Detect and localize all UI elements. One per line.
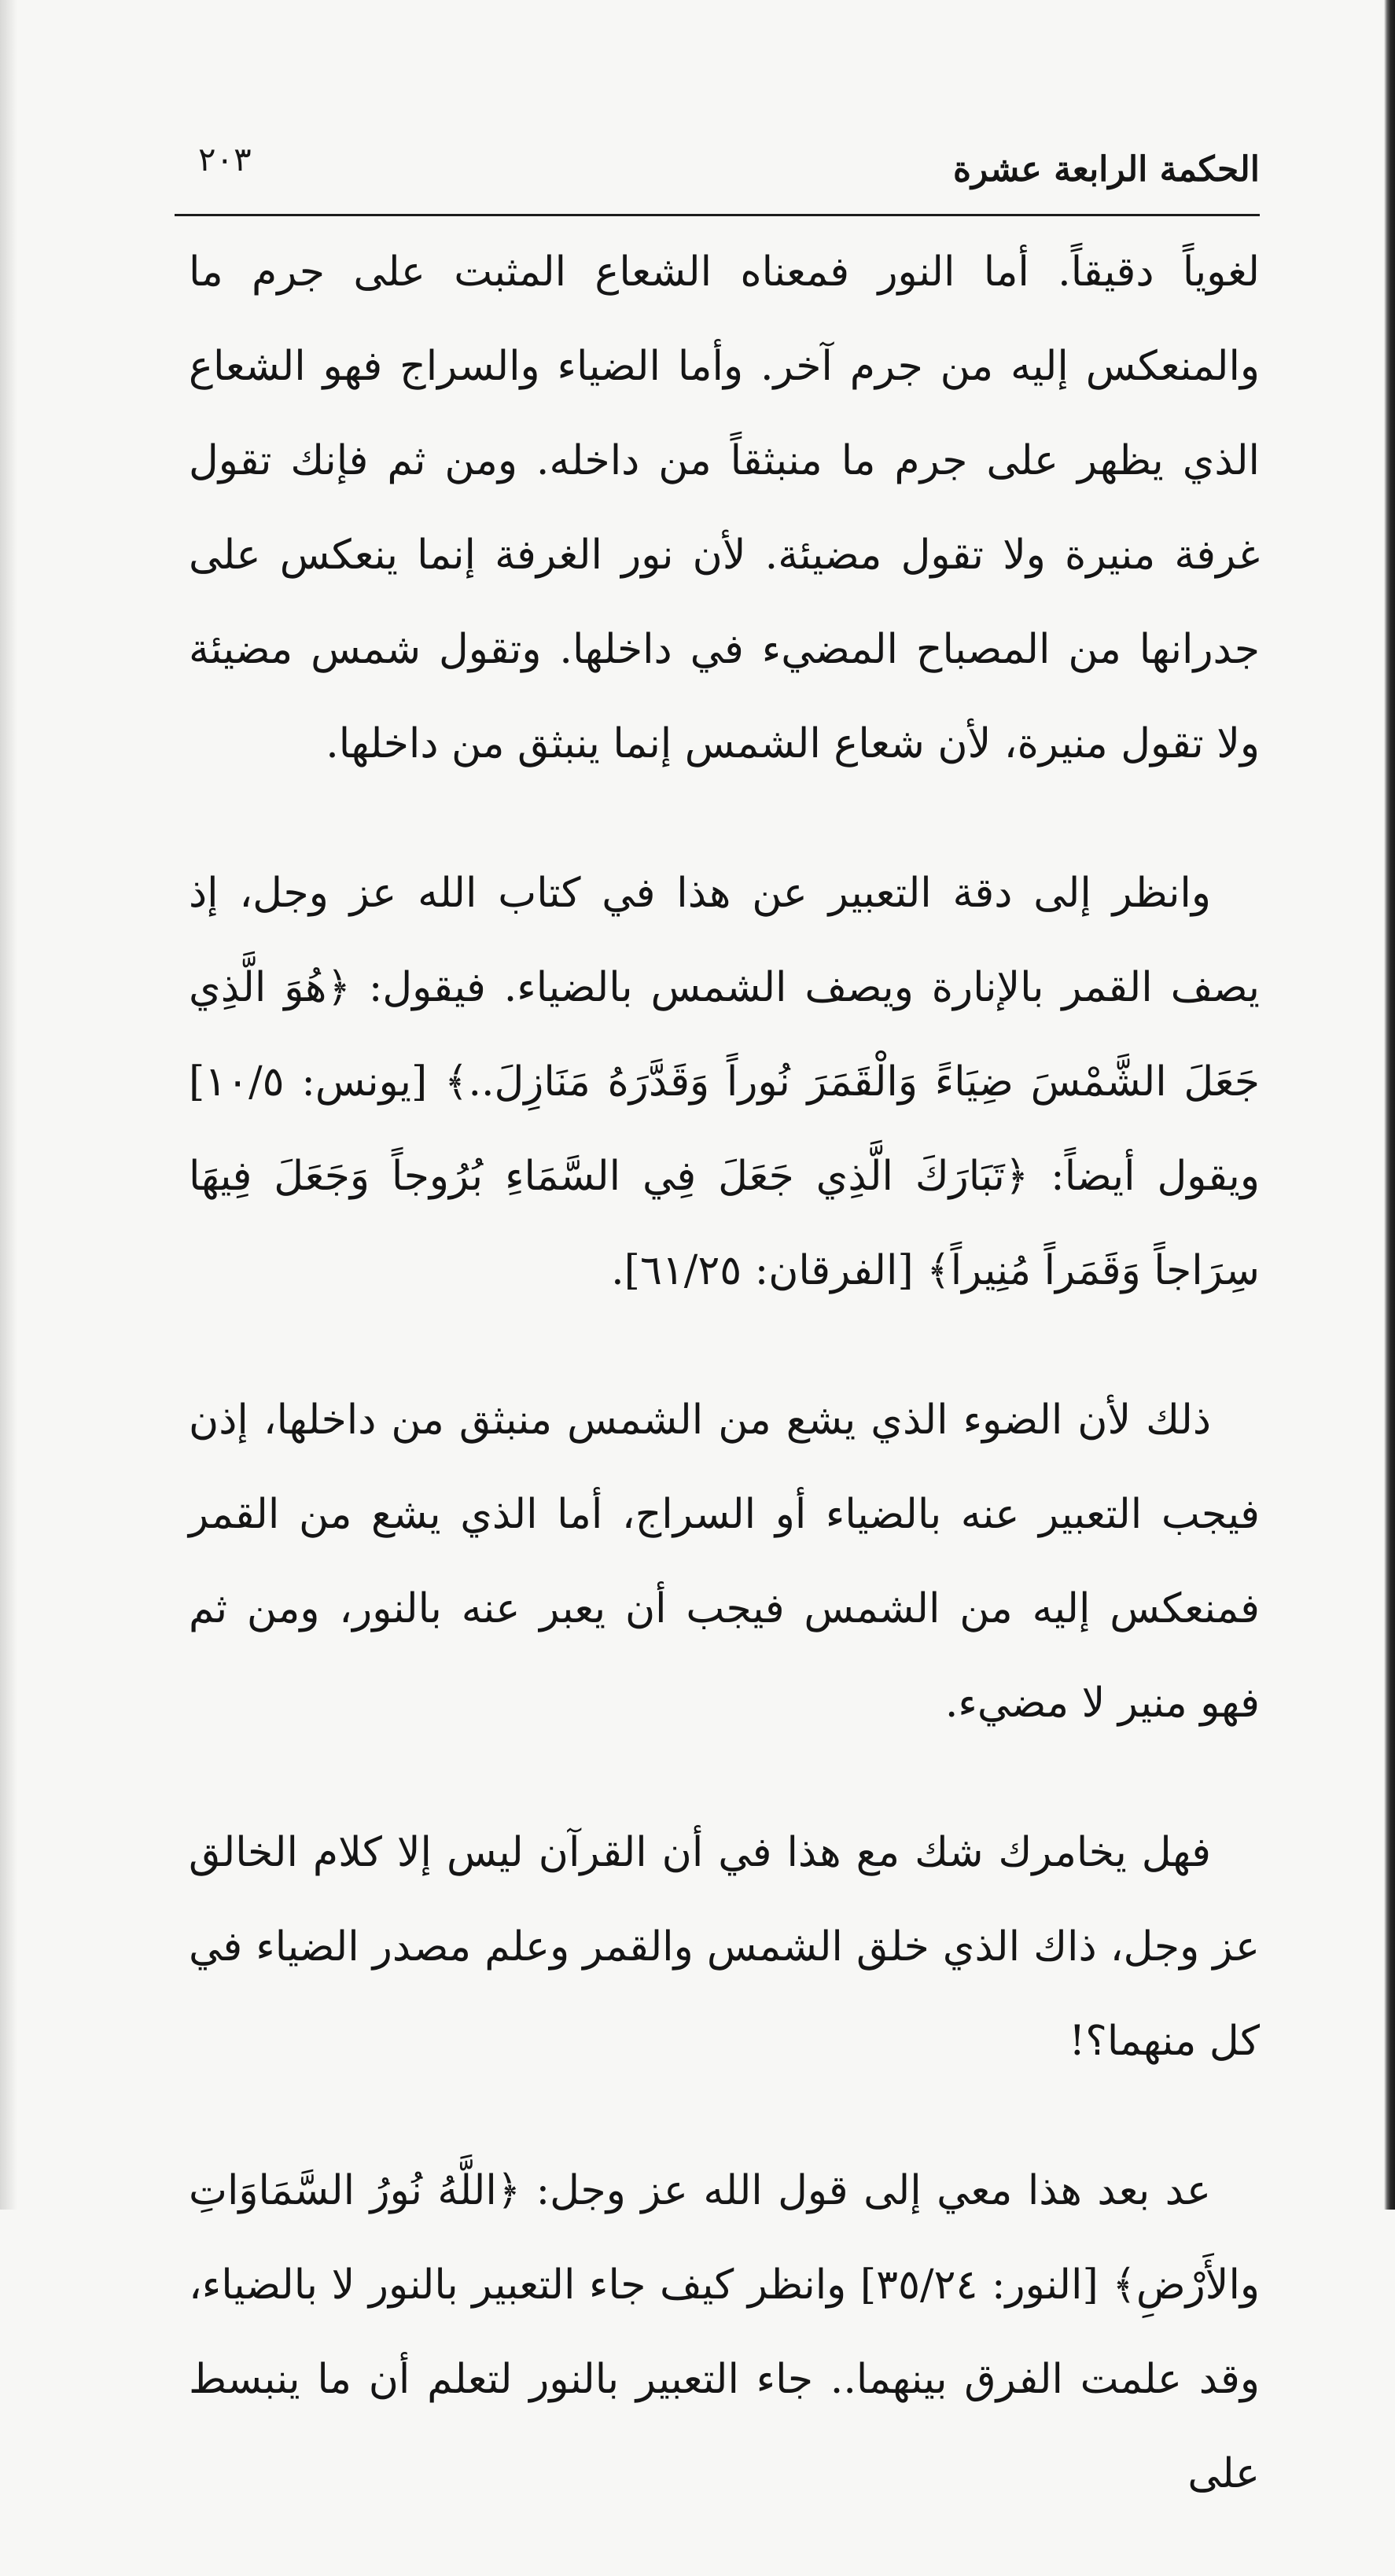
paragraph-1 <box>189 225 1260 791</box>
page-binding-edge <box>1384 0 1395 2210</box>
paragraph-text: فهل يخامرك شك مع هذا في أن القرآن ليس إلا كلام الخالق عز وجل، ذاك الذي خلق الشمس والقمر وعلم مصدر الضياء في كل منهما؟! <box>189 1829 1260 2065</box>
page-number: ٢٠٣ <box>198 140 252 178</box>
running-head <box>175 140 1260 209</box>
body-text <box>189 225 1260 2576</box>
page-shadow-left <box>0 0 17 2210</box>
paragraph-text: لغوياً دقيقاً. أما النور فمعناه الشعاع المثبت على جرم ما والمنعكس إليه من جرم آخر. وأما الضياء والسراج فهو الشعاع الذي يظهر على جرم ما منبثقاً من داخله. ومن ثم فإنك تقول غرفة منيرة ولا تقول مضيئة. لأن نور الغرفة إنما ينعكس على جدرانها من المصباح المضيء في داخلها. وتقول شمس مضيئة ولا تقول منيرة، لأن شعاع الشمس إنما ينبثق من داخلها. <box>189 248 1261 767</box>
paragraph-3 <box>189 1373 1260 1750</box>
paragraph-2 <box>189 846 1260 1318</box>
running-head-title: الحكمة الرابعة عشرة <box>952 149 1260 190</box>
paragraph-4 <box>189 1805 1260 2088</box>
header-rule <box>175 214 1260 216</box>
paragraph-text: عد بعد هذا معي إلى قول الله عز وجل: ﴿اللَّهُ نُورُ السَّمَاوَاتِ والأَرْضِ﴾ [النور: ٣٥/٢٤] وانظر كيف جاء التعبير بالنور لا بالضياء، وقد علمت الفرق بينهما.. جاء التعبير بالنور لتعلم أن ما ينبسط على <box>189 2167 1261 2497</box>
paragraph-text: وانظر إلى دقة التعبير عن هذا في كتاب الله عز وجل، إذ يصف القمر بالإنارة ويصف الشمس بالضياء. فيقول: ﴿هُوَ الَّذِي جَعَلَ الشَّمْسَ ضِيَاءً وَالْقَمَرَ نُوراً وَقَدَّرَهُ مَنَازِلَ..﴾ [يونس: ١٠/٥] ويقول أيضاً: ﴿تَبَارَكَ الَّذِي جَعَلَ فِي السَّمَاءِ بُرُوجاً وَجَعَلَ فِيهَا سِرَاجاً وَقَمَراً مُنِيراً﴾ [الفرقان: ٦١/٢٥]. <box>189 870 1260 1294</box>
paragraph-5 <box>189 2144 1260 2521</box>
paragraph-text: ذلك لأن الضوء الذي يشع من الشمس منبثق من داخلها، إذن فيجب التعبير عنه بالضياء أو السراج، أما الذي يشع من القمر فمنعكس إليه من الشمس فيجب أن يعبر عنه بالنور، ومن ثم فهو منير لا مضيء. <box>189 1397 1260 1727</box>
